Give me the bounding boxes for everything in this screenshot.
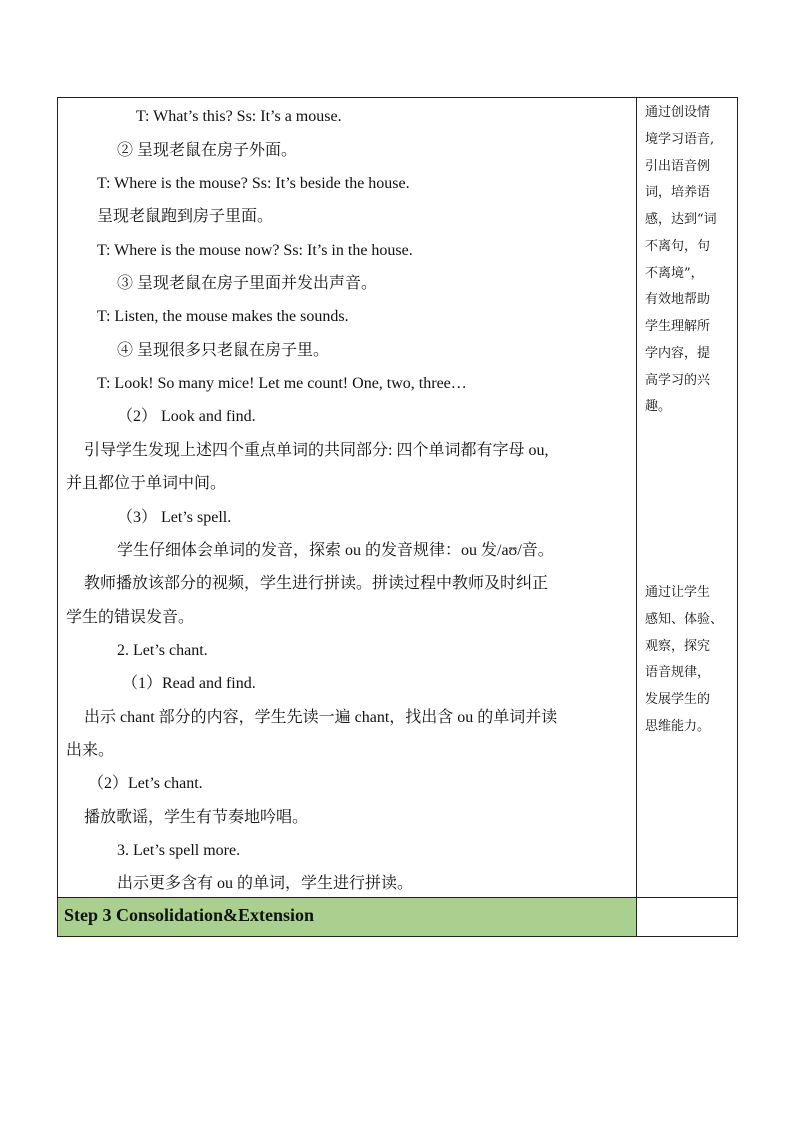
note-line: 学生理解所 — [645, 319, 711, 334]
paragraph-line: 出示 chant 部分的内容，学生先读一遍 chant，找出含 ou 的单词并读 — [84, 709, 558, 726]
dialogue-line: T: Listen, the mouse makes the sounds. — [97, 308, 349, 325]
note-line: 语音规律， — [645, 665, 711, 680]
note-line: 发展学生的 — [645, 692, 711, 707]
note-line: 境学习语音, — [645, 132, 715, 147]
dialogue-line: T: Look! So many mice! Let me count! One, two, three… — [97, 375, 467, 392]
subheading: （3） Let’s spell. — [117, 509, 232, 526]
dialogue-line: T: What’s this? Ss: It’s a mouse. — [136, 108, 342, 125]
dialogue-line: T: Where is the mouse? Ss: It’s beside the house. — [97, 175, 410, 192]
note-line: 思维能力。 — [645, 719, 711, 734]
paragraph-line: 出来。 — [66, 742, 115, 759]
paragraph-line: 播放歌谣，学生有节奏地吟唱。 — [84, 809, 309, 826]
paragraph-line: 学生的错误发音。 — [66, 609, 195, 626]
paragraph-line: 出示更多含有 ou 的单词，学生进行拼读。 — [117, 875, 414, 892]
note-line: 通过创设情 — [645, 105, 711, 120]
subheading: 3. Let’s spell more. — [117, 842, 241, 859]
note-line: 词，培养语 — [645, 185, 711, 200]
paragraph-line: 教师播放该部分的视频，学生进行拼读。拼读过程中教师及时纠正 — [84, 575, 549, 592]
paragraph-line: 学生仔细体会单词的发音，探索 ou 的发音规律：ou 发/aʊ/音。 — [117, 542, 554, 559]
step-line: ③ 呈现老鼠在房子里面并发出声音。 — [117, 275, 378, 292]
step-title: Step 3 Consolidation&Extension — [64, 905, 315, 925]
paragraph-line: 引导学生发现上述四个重点单词的共同部分: 四个单词都有字母 ou, — [84, 442, 549, 459]
subheading: （2） Look and find. — [117, 408, 256, 425]
note-line: 通过让学生 — [645, 585, 711, 600]
note-line: 感知、体验、 — [645, 612, 724, 627]
column-divider — [636, 97, 637, 937]
subheading: （2）Let’s chant. — [88, 775, 203, 792]
subheading: （1）Read and find. — [122, 675, 256, 692]
dialogue-line: T: Where is the mouse now? Ss: It’s in the house. — [97, 242, 413, 259]
subheading: 2. Let’s chant. — [117, 642, 208, 659]
note-line: 观察，探究 — [645, 639, 711, 654]
note-line: 引出语音例 — [645, 159, 711, 174]
step-line: 呈现老鼠跑到房子里面。 — [97, 208, 274, 225]
paragraph-line: 并且都位于单词中间。 — [66, 475, 227, 492]
note-line: 不离境”， — [645, 266, 704, 281]
note-line: 学内容，提 — [645, 346, 711, 361]
note-line: 趣。 — [645, 399, 672, 414]
step-line: ④ 呈现很多只老鼠在房子里。 — [117, 342, 330, 359]
note-line: 不离句，句 — [645, 239, 711, 254]
note-line: 感，达到“词 — [645, 212, 717, 227]
step-line: ② 呈现老鼠在房子外面。 — [117, 142, 298, 159]
note-line: 有效地帮助 — [645, 292, 711, 307]
note-line: 高学习的兴 — [645, 373, 711, 388]
